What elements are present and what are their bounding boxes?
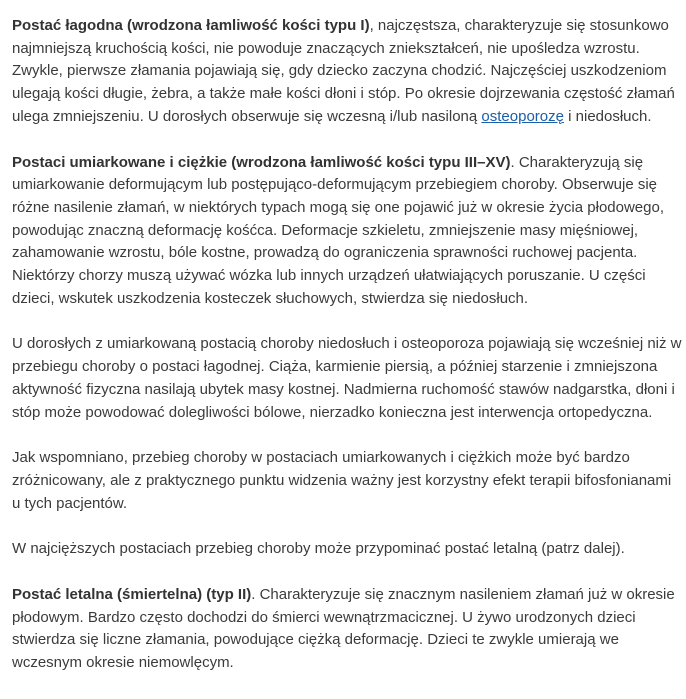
paragraph-most-severe <box>12 538 682 561</box>
paragraph-text: , najczęstsza, charakteryzuje się stosunkowo najmniejszą kruchością kości, nie powoduje znaczących zniekształceń, nie upośledza wzrostu. Zwykle, pierwsze złamania pojawiają się, gdy dziecko zaczyna chodzić. Najczęściej uszkodzeniom ulegają kości długie, żebra, a także małe kości dłoni i stóp. Po okresie dojrzewania częstość złamań ulega zmniejszeniu. U dorosłych obserwuje się wczesną i/lub nasiloną <box>12 17 675 125</box>
paragraph-lethal-form <box>12 584 682 675</box>
paragraph-moderate-severe-forms <box>12 152 682 311</box>
heading-mild-form: Postać łagodna (wrodzona łamliwość kości typu I) <box>12 17 370 34</box>
paragraph-mild-form <box>12 15 682 129</box>
paragraph-adults-moderate <box>12 333 682 424</box>
paragraph-text: W najcięższych postaciach przebieg choroby może przypominać postać letalną (patrz dalej). <box>12 540 625 558</box>
paragraph-bisphosphonates <box>12 447 682 515</box>
paragraph-text: i niedosłuch. <box>563 107 652 125</box>
paragraph-text: U dorosłych z umiarkowaną postacią choroby niedosłuch i osteoporoza pojawiają się wcześniej niż w przebiegu choroby o postaci łagodnej. Ciąża, karmienie piersią, a później starzenie i zmniejszona aktywność fizyczna nasilają ubytek masy kostnej. Nadmierna ruchomość stawów nadgarstka, dłoni i stóp może powodować dolegliwości bólowe, nierzadko konieczna jest interwencja ortopedyczna. <box>12 335 682 421</box>
paragraph-text: Jak wspomniano, przebieg choroby w postaciach umiarkowanych i ciężkich może być bardzo zróżnicowany, ale z praktycznego punktu widzenia ważny jest korzystny efekt terapii bifosfonianami u tych pacjentów. <box>12 449 672 512</box>
heading-lethal-form: Postać letalna (śmiertelna) (typ II) <box>12 586 252 604</box>
osteoporosis-link[interactable]: osteoporozę <box>481 107 564 125</box>
paragraph-text: . Charakteryzuje się znacznym nasileniem złamań już w okresie płodowym. Bardzo często dochodzi do śmierci wewnątrzmacicznej. U żywo urodzonych dzieci stwierdza się liczne złamania, powodujące ciężką deformację. Dzieci te zwykle umierają we wczesnym okresie niemowlęcym. <box>12 586 675 672</box>
heading-moderate-severe-forms: Postaci umiarkowane i ciężkie (wrodzona łamliwość kości typu III–XV) <box>12 153 511 171</box>
paragraph-text: . Charakteryzują się umiarkowanie deformującym lub postępująco-deformującym przebiegiem choroby. Obserwuje się różne nasilenie złamań, w niektórych typach mogą się one pojawić już w okresie życia płodowego, powodując znaczną deformację kośćca. Deformacje szkieletu, zmniejszenie masy mięśniowej, zahamowanie wzrostu, bóle kostne, prowadzą do ograniczenia sprawności ruchowej pacjenta. Niektórzy chorzy muszą używać wózka lub innych urządzeń ułatwiających poruszanie. U części dzieci, wskutek uszkodzenia kosteczek słuchowych, stwierdza się niedosłuch. <box>12 153 665 307</box>
